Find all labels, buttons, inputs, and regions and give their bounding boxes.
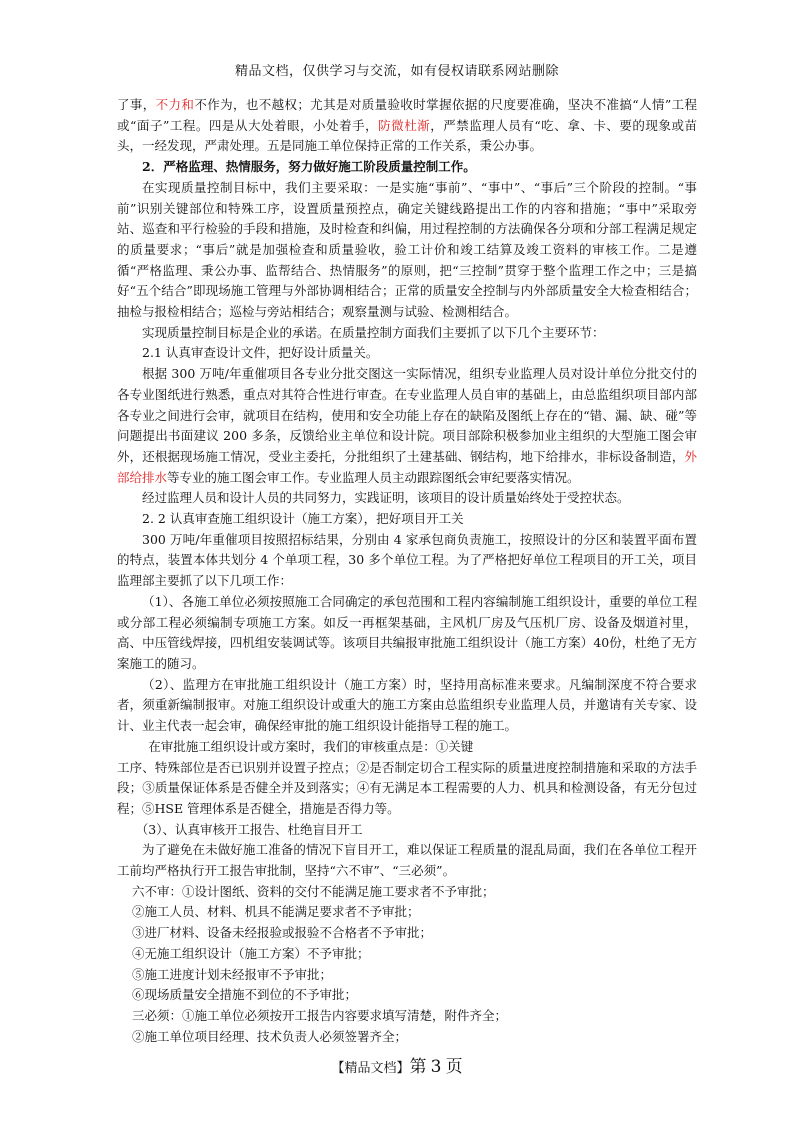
subsection-heading: 2.1 认真审查设计文件，把好设计质量关。 bbox=[142, 345, 379, 361]
paragraph: 在实现质量控制目标中，我们主要采取：一是实施“事前”、“事中”、“事后”三个阶段的控制。“事前”识别关键部位和特殊工序，设置质量预控点，确定关键线路提出工作的内容和措施；“事中”采取旁站、巡查和平行检验的手段和措施，及时检查和纠偏，用过程控制的方法确保各分项和分部工程满足规定的质量要求；“事后”就是加强检查和质量验收，验工计价和竣工结算及竣工资料的审核工作。二是遵循“严格监理、秉公办事、监帮结合、热情服务”的原则，把“三控制”贯穿于整个监理工作之中；三是搞好“五个结合”即现场施工管理与外部协调相结合；正常的质量安全控制与内外部质量安全大检查相结合；抽检与报检相结合；巡检与旁站相结合；观察量测与试验、检测相结合。 bbox=[117, 179, 697, 320]
paragraph bbox=[117, 364, 697, 488]
list-item: ⑥现场质量安全措施不到位的不予审批； bbox=[132, 987, 358, 1003]
list-item: 三必须：①施工单位必须按开工报告内容要求填写清楚，附件齐全； bbox=[132, 1007, 508, 1023]
list-item: ②施工人员、材料、机具不能满足要求者不予审批； bbox=[132, 904, 420, 920]
list-item: ⑤施工进度计划未经报审不予审批； bbox=[132, 966, 333, 982]
page-footer bbox=[0, 1052, 794, 1077]
section-heading: 2．严格监理、热情服务，努力做好施工阶段质量控制工作。 bbox=[142, 159, 476, 175]
highlighted-text: 外部给排水 bbox=[117, 448, 697, 485]
page-header: 精品文档，仅供学习与交流，如有侵权请联系网站删除 bbox=[234, 64, 559, 79]
paragraph: 300 万吨/年重催项目按照招标结果，分别由 4 家承包商负责施工，按照设计的分区和装置平面布置的特点，装置本体共划分 4 个单项工程，30 多个单位工程。为了严格把好单位工程项目的开工关，项目监理部主要抓了以下几项工作： bbox=[117, 531, 697, 589]
paragraph: 实现质量控制目标是企业的承诺。在质量控制方面我们主要抓了以下几个主要环节： bbox=[142, 324, 605, 340]
text-run: 不作为，也不越权；尤其是对质量验收时掌握依据的尺度要准确，坚决不准搞“人情”工程或“面子”工程。四是从大处着眼，小处着手， bbox=[117, 97, 697, 133]
list-item: ③进厂材料、设备未经报验或报验不合格者不予审批； bbox=[132, 925, 433, 941]
text-run: 根据 300 万吨/年重催项目各专业分批交图这一实际情况，组织专业监理人员对设计单位分批交付的各专业图纸进行熟悉，重点对其符合性进行审查。在专业监理人员自审的基础上，由总监组织项目部内部各专业之间进行会审，就项目在结构，使用和安全功能上存在的缺陷及图纸上存在的“错、漏、缺、碰”等问题提出书面建议 200 多条，反馈给业主单位和设计院。项目部除积极参加业主组织的大型施工图会审外，还根据现场施工情况，受业主委托，分批组织了土建基础、钢结构，地下给排水，非标设备制造， bbox=[117, 366, 697, 464]
paragraph: （2）、监理方在审批施工组织设计（施工方案）时，坚持用高标准来要求。凡编制深度不符合要求者，须重新编制报审。对施工组织设计或重大的施工方案由总监组织专业监理人员，并邀请有关专家、设计、业主代表一起会审，确保经审批的施工组织设计能指导工程的施工。 bbox=[117, 676, 697, 734]
page-suffix: 页 bbox=[445, 1057, 463, 1077]
list-item: ②施工单位项目经理、技术负责人必须签署齐全； bbox=[132, 1028, 408, 1044]
document-body bbox=[117, 95, 697, 1047]
page-prefix: 第 bbox=[409, 1057, 427, 1077]
highlighted-text: 防微杜渐 bbox=[378, 117, 431, 133]
paragraph: 经过监理人员和设计人员的共同努力，实践证明，该项目的设计质量始终处于受控状态。 bbox=[142, 490, 630, 506]
text-run: ，严禁监理人员有“吃、拿、卡、要的现象或苗头，一经发现，严肃处理。五是同施工单位保持正常的工作关系，秉公办事。 bbox=[117, 117, 697, 154]
paragraph: 为了避免在未做好施工准备的情况下盲目开工，难以保证工程质量的混乱局面，我们在各单位工程开工前均严格执行开工报告审批制，坚持“六不审”、“三必须”。 bbox=[117, 842, 697, 879]
text-run: 了事， bbox=[117, 97, 156, 112]
list-item: ④无施工组织设计（施工方案）不予审批； bbox=[132, 945, 370, 961]
paragraph bbox=[117, 95, 697, 157]
highlighted-text: 不力和 bbox=[155, 97, 195, 112]
paragraph: 工序、特殊部位是否已识别并设置子控点；②是否制定切合工程实际的质量进度控制措施和采取的方法手段；③质量保证体系是否健全并及到落实；④有无满足本工程需要的人力、机具和检测设备，有无分包过程；⑤HSE 管理体系是否健全，措施是否得力等。 bbox=[117, 759, 697, 816]
list-item: 六不审：①设计图纸、资料的交付不能满足施工要求者不予审批； bbox=[132, 883, 495, 899]
page-number: 3 bbox=[430, 1057, 442, 1077]
paragraph: （1）、各施工单位必须按照施工合同确定的承包范围和工程内容编制施工组织设计，重要的单位工程或分部工程必须编制专项施工方案。如反一再框架基础，主风机厂房及气压机厂房、设备及烟道衬里，高、中压管线焊接，四机组安装调试等。该项目共编报审批施工组织设计（施工方案）40份，杜绝了无方案施工的随习。 bbox=[117, 593, 697, 671]
subsection-heading: 2. 2 认真审查施工组织设计（施工方案），把好项目开工关 bbox=[142, 511, 464, 527]
text-run: 等专业的施工图会审工作。专业监理人员主动跟踪图纸会审纪要落实情况。 bbox=[167, 469, 580, 485]
subsection-heading: （3）、认真审核开工报告、杜绝盲目开工 bbox=[135, 821, 363, 837]
footer-label: 【精品文档】 bbox=[331, 1061, 410, 1076]
paragraph: 在审批施工组织设计或方案时，我们的审核重点是：①关键 bbox=[148, 738, 474, 754]
